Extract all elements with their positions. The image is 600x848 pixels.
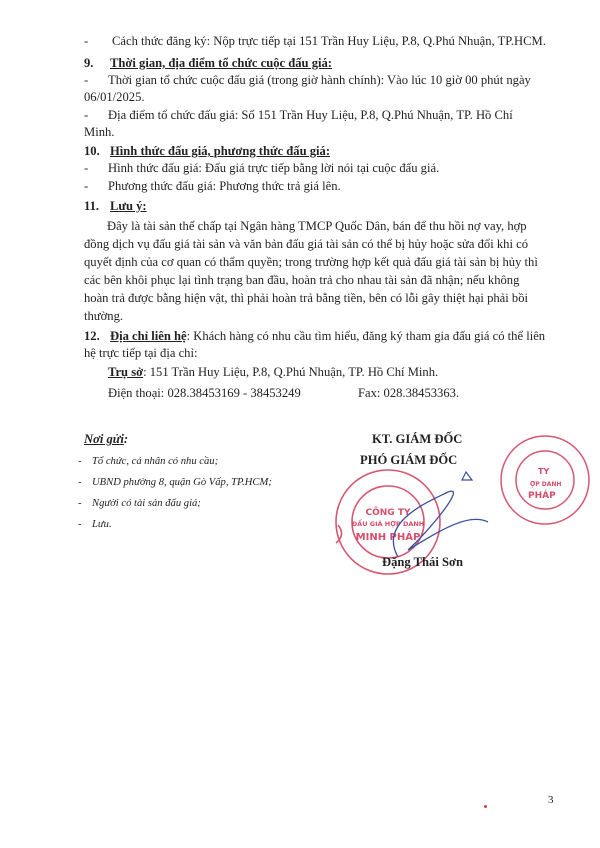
bullet: - bbox=[78, 456, 82, 467]
headquarters-address: : 151 Trần Huy Liệu, P.8, Q.Phú Nhuận, TP. Hồ Chí Minh. bbox=[143, 365, 439, 379]
seal-text: ĐẤU GIÁ HỢP DANH bbox=[351, 520, 425, 528]
auction-form: Hình thức đấu giá: Đấu giá trực tiếp bằng lời nói tại cuộc đấu giá. bbox=[108, 161, 440, 175]
seal-text: MINH PHÁP bbox=[355, 532, 421, 543]
auction-time-line1: Thời gian tổ chức cuộc đấu giá (trong giờ hành chính): Vào lúc 10 giờ 00 phút ngày bbox=[108, 73, 531, 87]
note-paragraph-line: hoàn trả được bằng hiện vật, thì phải hoàn trả bằng tiền, bên có lỗi gây thiệt hại phải bồi bbox=[84, 291, 528, 305]
auction-method: Phương thức đấu giá: Phương thức trả giá lên. bbox=[108, 179, 341, 193]
note-paragraph-line: quyết định của cơ quan có thẩm quyền; trong trường hợp kết quả đấu giá tài sản bị hủy thì bbox=[84, 255, 538, 269]
section-9-number: 9. bbox=[84, 56, 94, 70]
note-paragraph-line: thường. bbox=[84, 309, 124, 323]
section-10-title: Hình thức đấu giá, phương thức đấu giá: bbox=[110, 144, 331, 158]
page-number: 3 bbox=[548, 794, 554, 806]
note-paragraph-line: Đây là tài sản thế chấp tại Ngân hàng TMCP Quốc Dân, bán để thu hồi nợ vay, hợp bbox=[107, 219, 527, 233]
seal-text: PHÁP bbox=[528, 491, 556, 501]
section-11-title: Lưu ý: bbox=[110, 199, 147, 213]
recipient-item: Tổ chức, cá nhân có nhu cầu; bbox=[92, 456, 219, 467]
registration-method: Cách thức đăng ký: Nộp trực tiếp tại 151 Trần Huy Liệu, P.8, Q.Phú Nhuận, TP.HCM. bbox=[112, 34, 546, 48]
contact-line1 bbox=[110, 328, 545, 344]
bullet: - bbox=[84, 108, 89, 122]
edge-seal bbox=[500, 432, 590, 532]
headquarters-label: Trụ sở bbox=[108, 365, 144, 379]
bullet: - bbox=[78, 519, 82, 530]
recipient-item: UBND phường 8, quận Gò Vấp, TP.HCM; bbox=[92, 477, 272, 488]
bullet: - bbox=[84, 179, 89, 193]
ink-dot bbox=[484, 805, 487, 808]
seal-text: ỢP DANH bbox=[530, 481, 562, 488]
contact-text: : Khách hàng có nhu cầu tìm hiểu, đăng ký tham gia đấu giá có thể liên bbox=[186, 329, 546, 343]
bullet: - bbox=[78, 477, 82, 488]
bullet: - bbox=[78, 498, 82, 509]
headquarters bbox=[108, 364, 438, 380]
section-9-title: Thời gian, địa điểm tổ chức cuộc đấu giá: bbox=[110, 56, 332, 70]
bullet: - bbox=[84, 73, 89, 87]
section-11-number: 11. bbox=[84, 199, 100, 213]
seal-text: TY bbox=[538, 467, 550, 476]
signer-name: Đặng Thái Sơn bbox=[382, 555, 463, 569]
seal-text: CÔNG TY bbox=[365, 508, 411, 518]
section-12-title: Địa chỉ liên hệ bbox=[110, 329, 187, 343]
signature-role-2: PHÓ GIÁM ĐỐC bbox=[360, 453, 458, 467]
contact-line2: hệ trực tiếp tại địa chỉ: bbox=[84, 346, 198, 360]
auction-place-line1: Địa điểm tổ chức đấu giá: Số 151 Trần Huy Liệu, P.8, Q.Phú Nhuận, TP. Hồ Chí bbox=[108, 108, 513, 122]
recipient-item: Người có tài sản đấu giá; bbox=[92, 498, 201, 509]
auction-place-line2: Minh. bbox=[84, 125, 115, 139]
phone: Điện thoại: 028.38453169 - 38453249 bbox=[108, 386, 301, 400]
section-10-number: 10. bbox=[84, 144, 100, 158]
bullet: - bbox=[84, 161, 89, 175]
bullet: - bbox=[84, 34, 89, 48]
signature-role-1: KT. GIÁM ĐỐC bbox=[372, 432, 463, 446]
fax: Fax: 028.38453363. bbox=[358, 386, 460, 400]
section-12-number: 12. bbox=[84, 329, 100, 343]
recipients-title: Nơi gửi: bbox=[84, 432, 129, 446]
note-paragraph-line: các bên khôi phục lại tình trạng ban đầu, hoàn trả cho nhau tài sản đã nhận; nếu không bbox=[84, 273, 520, 287]
recipient-item: Lưu. bbox=[92, 519, 112, 530]
auction-time-line2: 06/01/2025. bbox=[84, 90, 145, 104]
note-paragraph-line: đồng dịch vụ đấu giá tài sản và văn bản đấu giá tài sản có thể bị hủy hoặc sửa đổi khi có bbox=[84, 237, 528, 251]
